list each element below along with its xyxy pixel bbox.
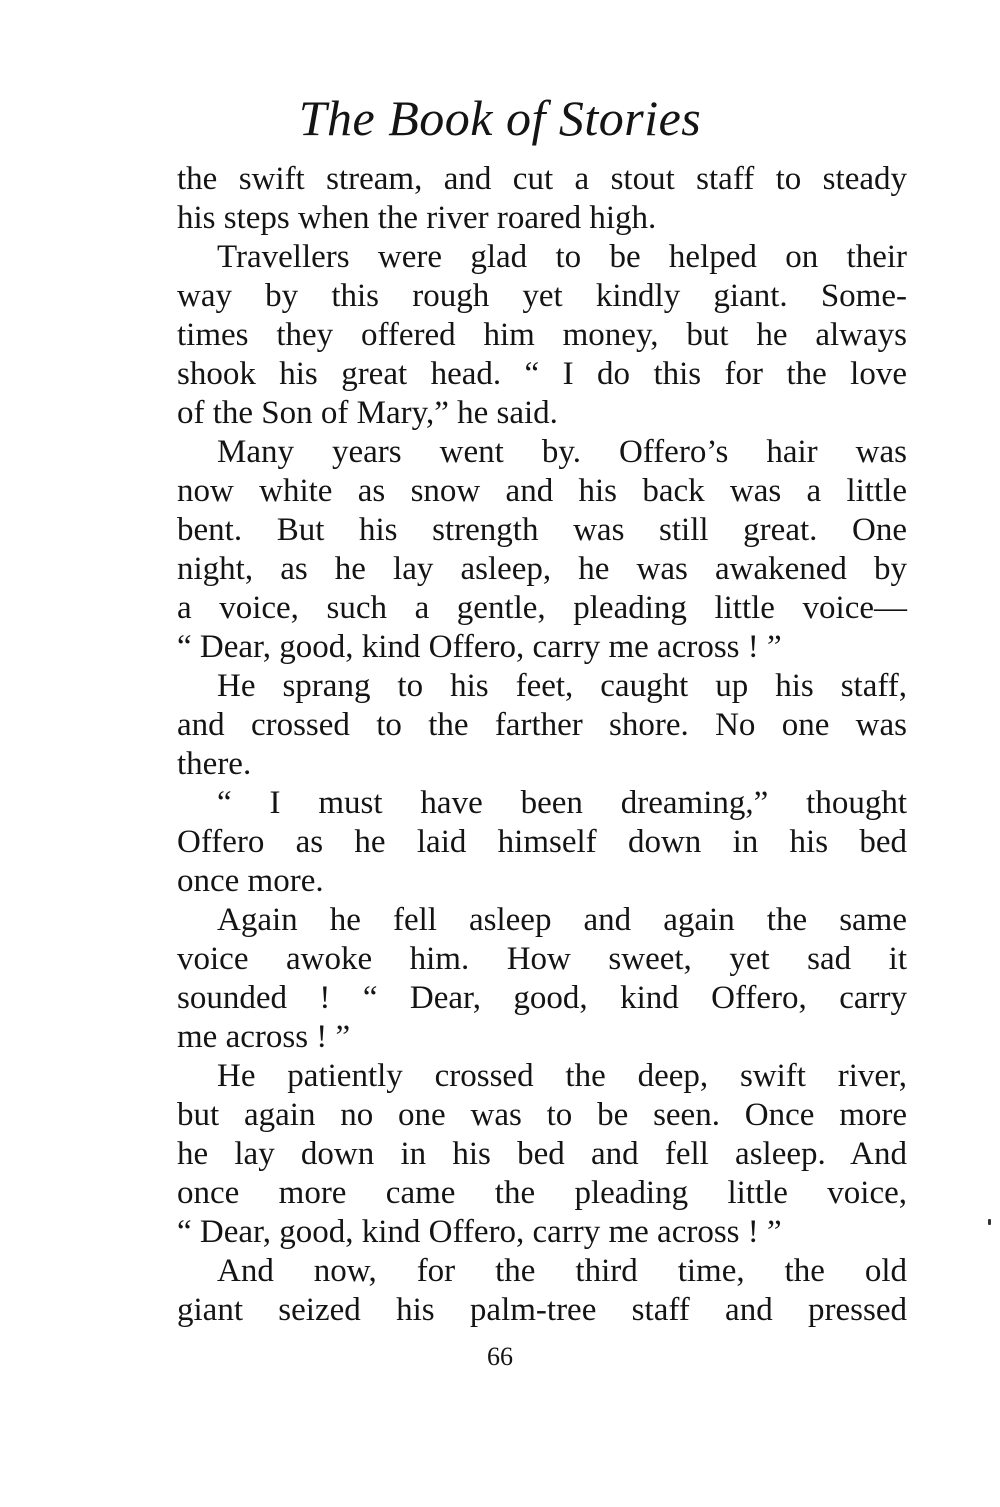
text-line: times they offered him money, but he always	[177, 317, 907, 353]
text-line: shook his great head. “ I do this for the love	[177, 356, 907, 392]
text-line: there.	[177, 746, 252, 782]
running-title: The Book of Stories	[298, 90, 702, 146]
text-line: he lay down in his bed and fell asleep. And	[177, 1136, 907, 1172]
text-line: of the Son of Mary,” he said.	[177, 395, 558, 431]
text-line: bent. But his strength was still great. One	[177, 512, 907, 548]
text-line: and crossed to the farther shore. No one was	[177, 707, 907, 743]
text-line: Many years went by. Offero’s hair was	[217, 434, 907, 470]
text-line: his steps when the river roared high.	[177, 200, 657, 236]
text-line: but again no one was to be seen. Once more	[177, 1097, 907, 1133]
text-line: now white as snow and his back was a little	[177, 473, 907, 509]
text-line: He patiently crossed the deep, swift river,	[217, 1058, 907, 1094]
text-line: sounded ! “ Dear, good, kind Offero, carry	[177, 980, 907, 1016]
text-line: “ Dear, good, kind Offero, carry me across ! ”	[177, 629, 782, 665]
text-line: a voice, such a gentle, pleading little voice—	[177, 590, 907, 626]
text-line: the swift stream, and cut a stout staff to steady	[177, 161, 907, 197]
text-line: “ Dear, good, kind Offero, carry me across ! ”	[177, 1214, 782, 1250]
text-line: Again he fell asleep and again the same	[217, 902, 907, 938]
text-line: Travellers were glad to be helped on their	[217, 239, 907, 275]
text-line: once more.	[177, 863, 324, 899]
text-line: And now, for the third time, the old	[217, 1253, 907, 1289]
text-line: voice awoke him. How sweet, yet sad it	[177, 941, 907, 977]
text-line: night, as he lay asleep, he was awakened by	[177, 551, 907, 587]
page-number: 66	[487, 1342, 513, 1371]
text-line: once more came the pleading little voice,	[177, 1175, 907, 1211]
text-line: giant seized his palm-tree staff and pressed	[177, 1292, 907, 1328]
body-text	[177, 160, 907, 1330]
print-speck	[988, 1219, 991, 1225]
text-line: me across ! ”	[177, 1019, 351, 1055]
text-line: He sprang to his feet, caught up his staff,	[217, 668, 907, 704]
text-line: Offero as he laid himself down in his bed	[177, 824, 907, 860]
text-line: “ I must have been dreaming,” thought	[217, 785, 907, 821]
text-line: way by this rough yet kindly giant. Some-	[177, 278, 907, 314]
